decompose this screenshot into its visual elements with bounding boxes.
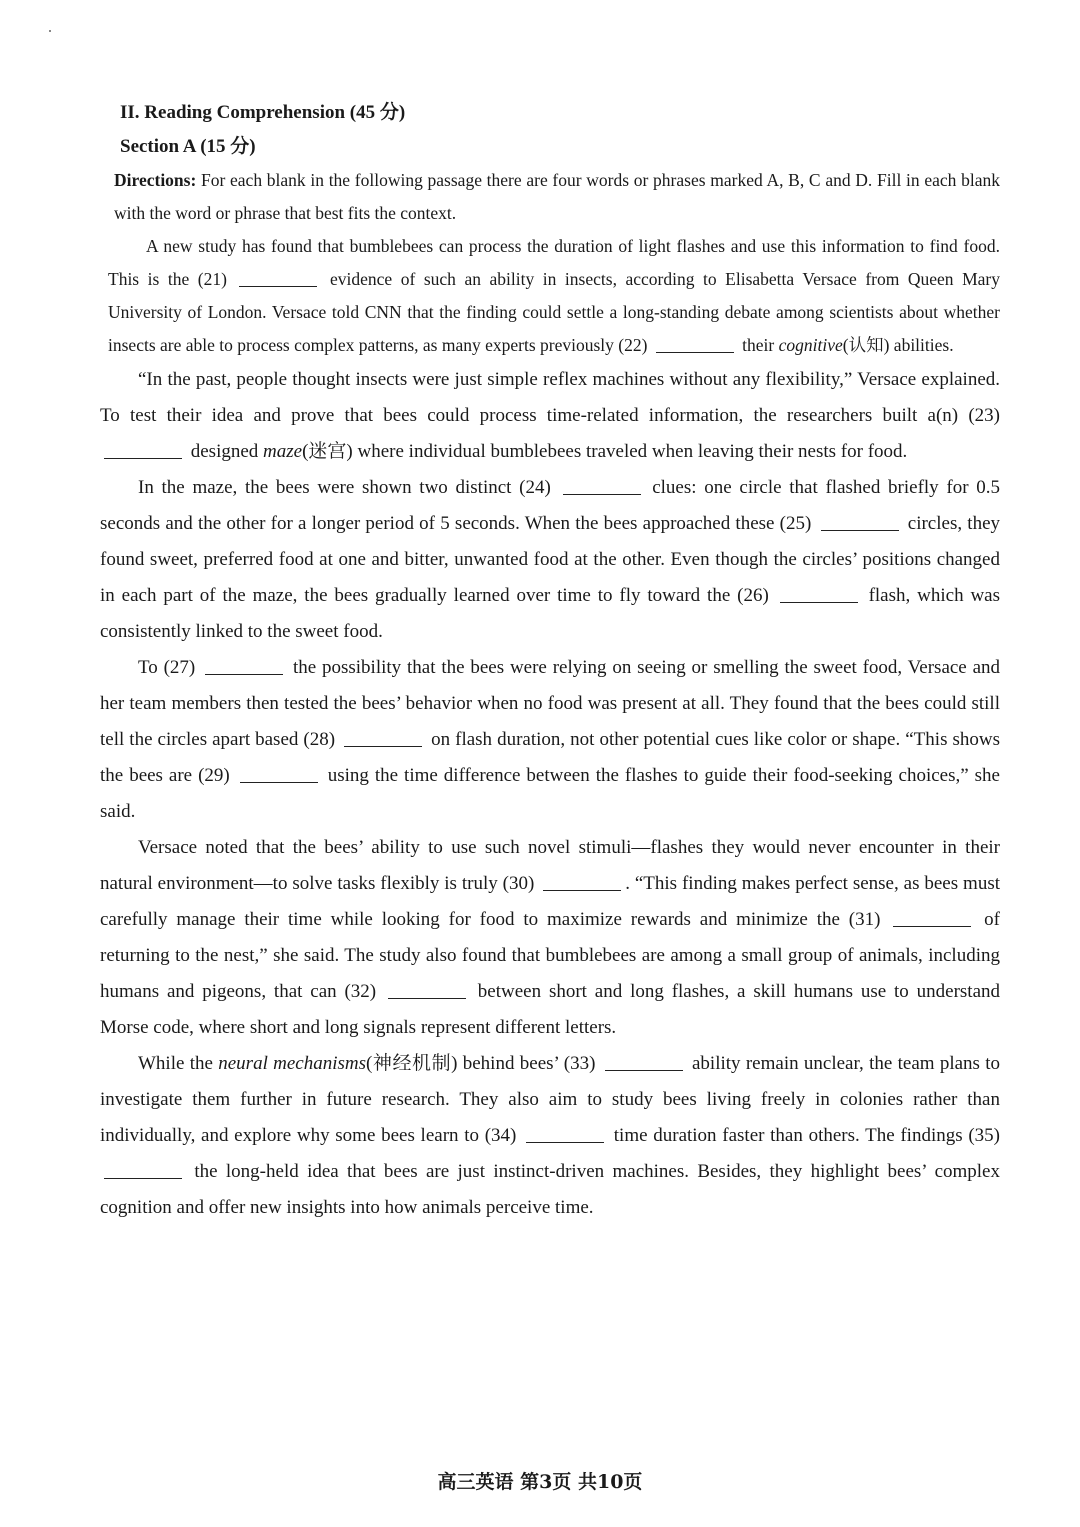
paragraph-5 [100,830,1000,1046]
text-run: A new study has found that bumblebees can process the duration of light flashes and use this information to find food. This is the (21) [108,236,1000,289]
part-title: II. Reading Comprehension (45 分) [120,102,406,123]
text-run: clues: one circle that flashed briefly for 0.5 seconds and the other for a longer period of 5 seconds. When the bees approached these (25) [100,477,1000,534]
directions-text: For each blank in the following passage there are four words or phrases marked A, B, C and D. Fill in each blank with the word or phrase that best fits the context. [114,170,1000,223]
scan-speck [49,30,51,32]
text-run: evidence of such an ability in insects, according to Elisabetta Versace from Queen Mary University of London. Versace told CNN that the finding could settle a long-standing debate among scientists about whether insects are able to process complex patterns, as many experts previously (22) [108,269,1000,355]
answer-blank-35[interactable] [104,1159,182,1179]
paragraph-1 [108,230,1000,362]
text-run: “In the past, people thought insects were just simple reflex machines without any flexibility,” Versace explained. To test their idea and prove that bees could process time-related information, the researchers built a(n) (23) [100,369,1000,426]
answer-blank-22[interactable] [656,335,734,354]
text-run: (认知) abilities. [842,335,954,355]
answer-blank-23[interactable] [104,439,182,459]
text-run: In the maze, the bees were shown two distinct (24) [138,477,559,498]
text-run: circles, they found sweet, preferred food at one and bitter, unwanted food at the other. Even though the circles’ positions changed in each part of the maze, the bees gradually learned over time to fly toward the (26) [100,513,1001,606]
directions [114,164,1000,230]
answer-blank-30[interactable] [543,871,621,891]
answer-blank-27[interactable] [205,655,283,675]
text-run: using the time difference between the flashes to guide their food-seeking choices,” she said. [100,765,1000,822]
text-run: designed [186,441,264,462]
text-run: To (27) [138,657,202,678]
text-run: ability remain unclear, the team plans to investigate them further in future research. They also aim to study bees living freely in colonies rather than individually, and explore why some bees learn to (34) [100,1053,1001,1146]
text-run: the long-held idea that bees are just instinct-driven machines. Besides, they highlight bees’ complex cognition and offer new insights into how animals perceive time. [100,1161,1000,1218]
italic-term: cognitive [778,335,843,355]
text-run: (神经机制) behind bees’ (33) [366,1053,601,1074]
text-run: Versace noted that the bees’ ability to use such novel stimuli—flashes they would never encounter in their natural environment—to solve tasks flexibly is truly (30) [100,837,1000,894]
answer-blank-34[interactable] [526,1123,604,1143]
paragraph-2 [100,362,1000,470]
answer-blank-33[interactable] [605,1051,683,1071]
italic-term: neural mechanisms [218,1053,367,1074]
page-footer: 高三英语 第3页 共10页 [437,1471,643,1493]
text-run: (迷宫) where individual bumblebees traveled when leaving their nests for food. [302,441,908,462]
paragraph-6 [100,1046,1000,1226]
answer-blank-31[interactable] [893,907,971,927]
answer-blank-21[interactable] [239,269,317,288]
paragraph-3 [100,470,1000,650]
text-run: the possibility that the bees were relying on seeing or smelling the sweet food, Versace and her team members then tested the bees’ behavior when no food was present at all. They found that the bees could still tell the circles apart based (28) [100,657,1001,750]
text-run: time duration faster than others. The findings (35) [608,1125,1000,1146]
paragraph-4 [100,650,1000,830]
answer-blank-29[interactable] [240,763,318,783]
text-run: While the [138,1053,219,1074]
italic-term: maze [263,441,303,462]
answer-blank-32[interactable] [388,979,466,999]
answer-blank-25[interactable] [821,511,899,531]
answer-blank-28[interactable] [344,727,422,747]
text-run: . “This finding makes perfect sense, as bees must carefully manage their time while looking for food to maximize rewards and minimize the (31) [100,873,1000,930]
text-run: flash, which was consistently linked to the sweet food. [100,585,1001,642]
answer-blank-24[interactable] [563,475,641,495]
directions-label: Directions: [114,170,197,190]
answer-blank-26[interactable] [780,583,858,603]
section-title: Section A (15 分) [120,136,256,157]
text-run: their [737,335,779,355]
text-run: between short and long flashes, a skill humans use to understand Morse code, where short and long signals represent different letters. [100,981,1001,1038]
text-run: of returning to the nest,” she said. The study also found that bumblebees are among a small group of animals, including humans and pigeons, that can (32) [100,909,1000,1002]
text-run: on flash duration, not other potential cues like color or shape. “This shows the bees are (29) [100,729,1000,786]
